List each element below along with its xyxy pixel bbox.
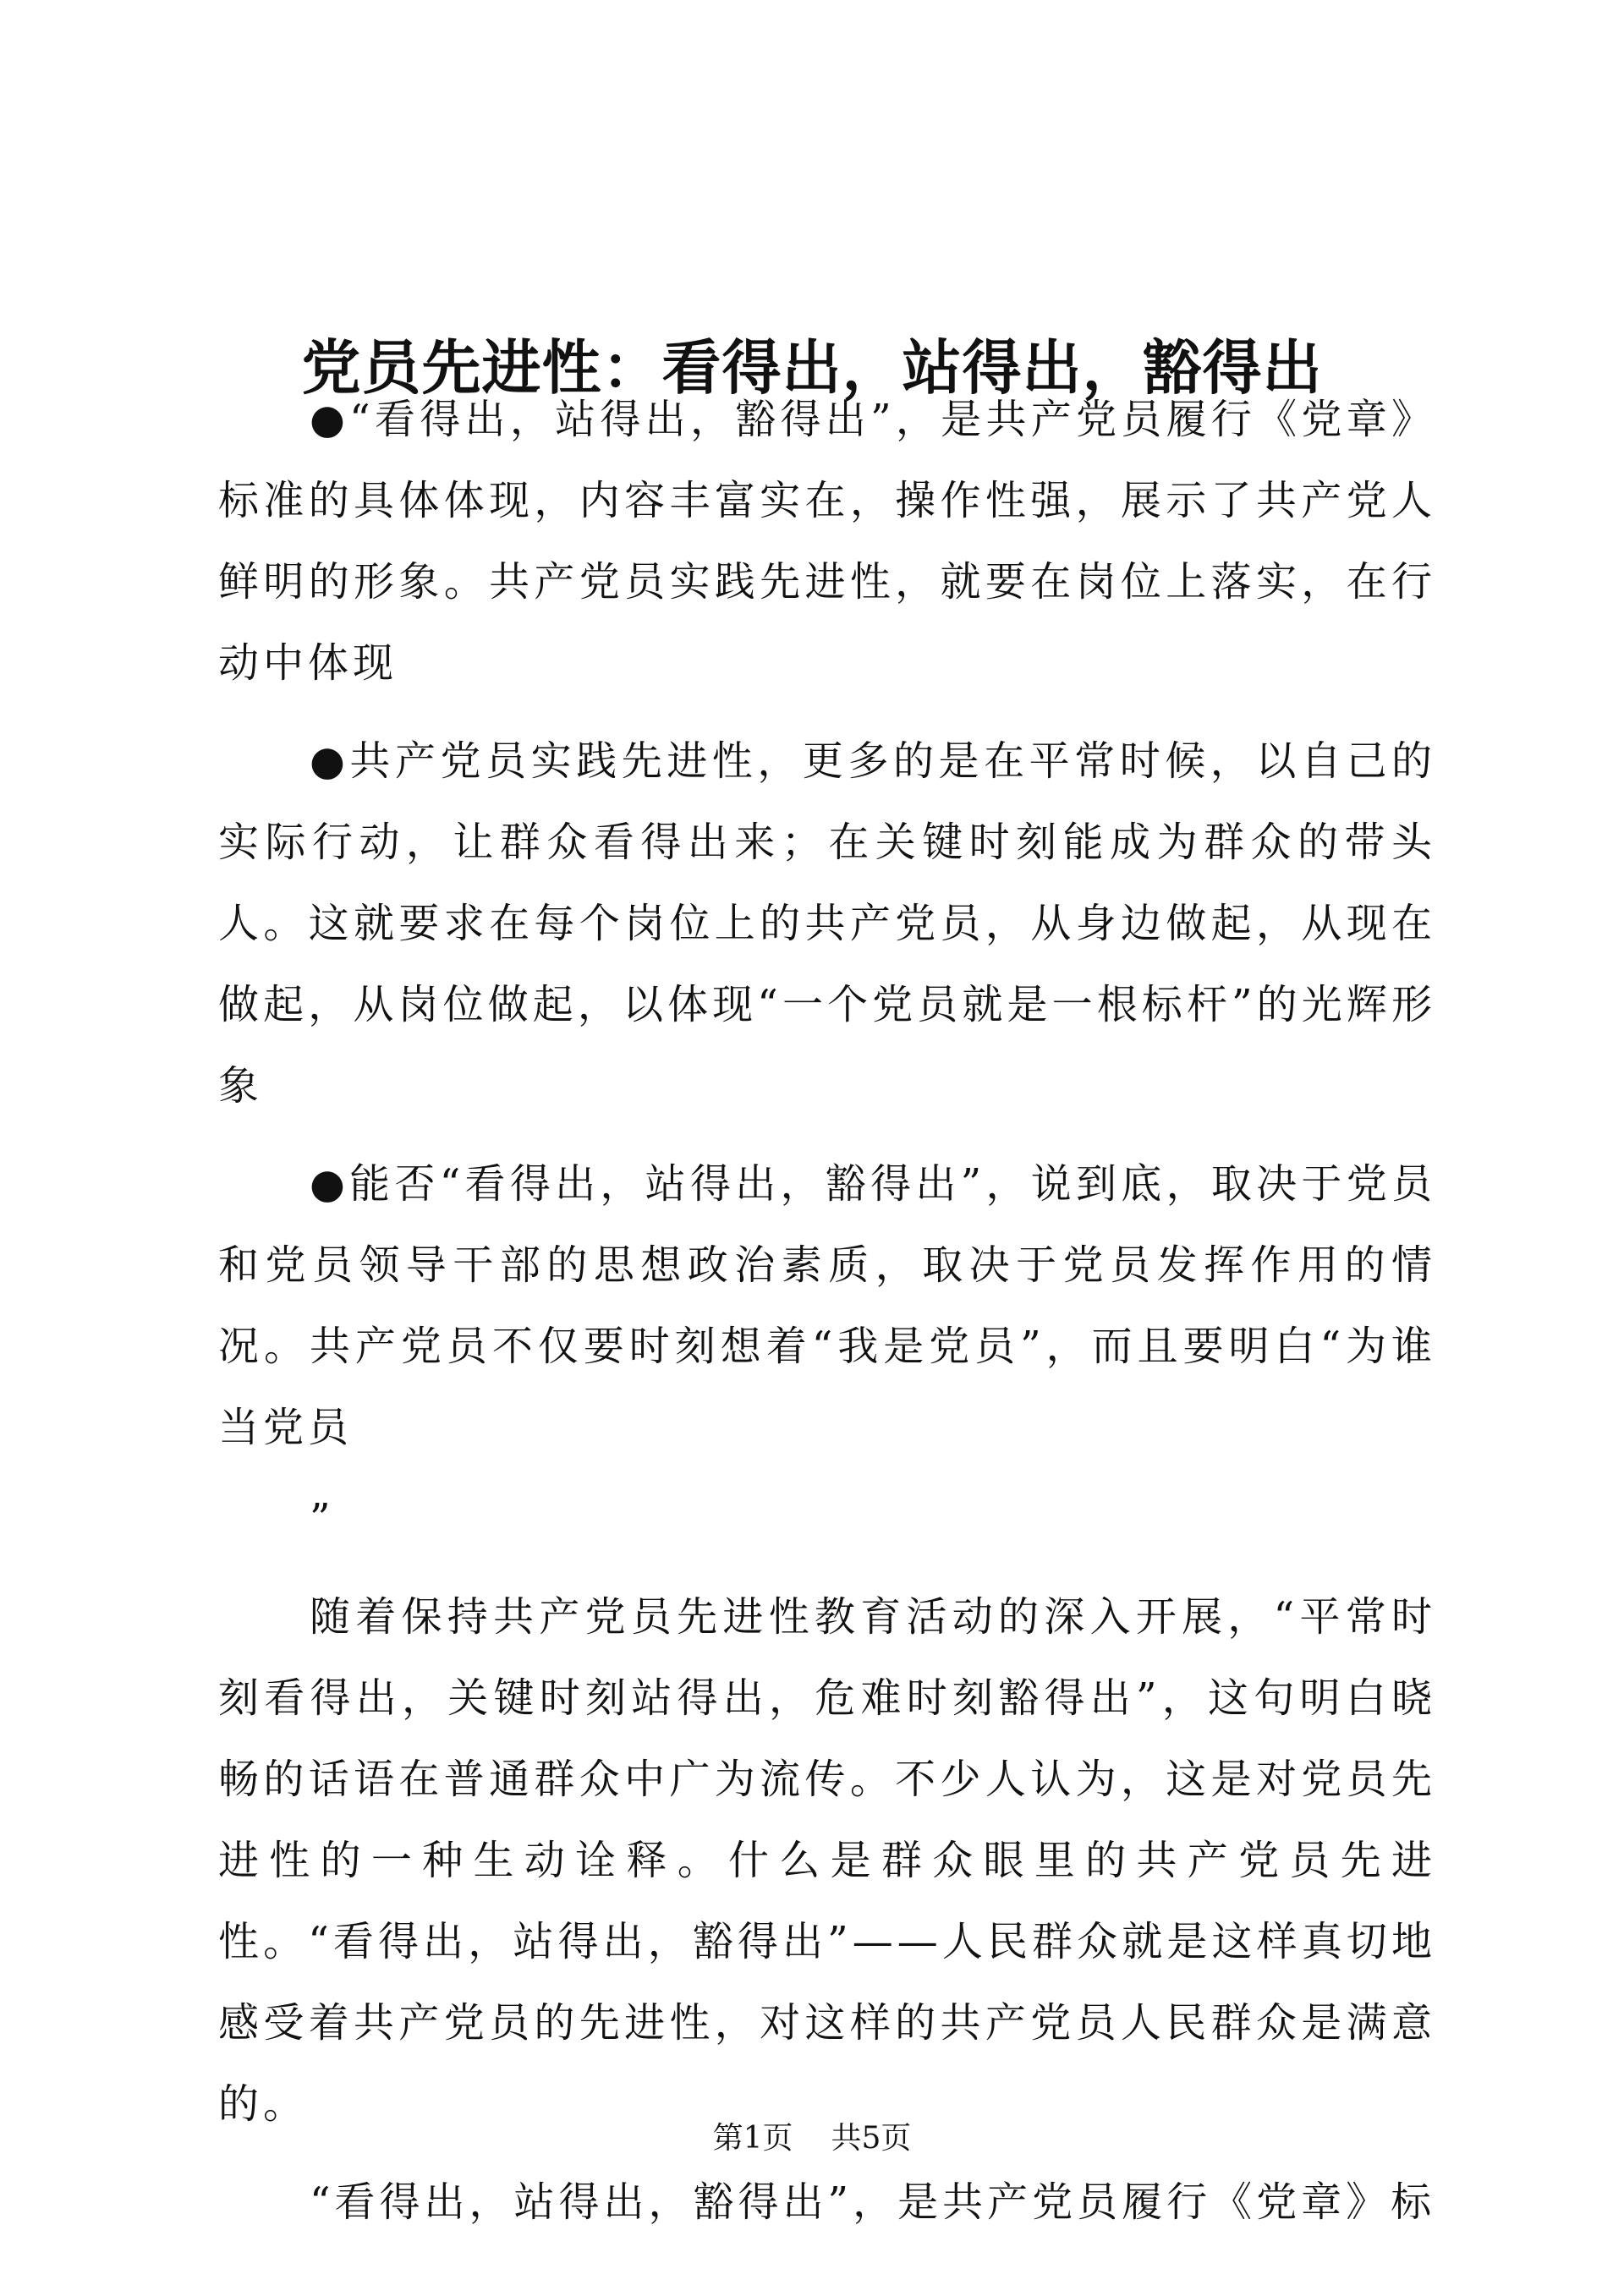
paragraph-4: 随着保持共产党员先进性教育活动的深入开展，“平常时刻看得出，关键时刻站得出，危难时刻豁得出”，这句明白晓畅的话语在普通群众中广为流传。不少人认为，这是对党员先进性的一种生动诠释。什么是群众眼里的共产党员先进性。“看得出，站得出，豁得出”——人民群众就是这样真切地感受着共产党员的先进性，对这样的共产党员人民群众是满意的。 <box>218 1593 1436 2128</box>
page-footer <box>0 2118 1624 2160</box>
paragraph-2: ●共产党员实践先进性，更多的是在平常时候，以自己的实际行动，让群众看得出来；在关键时刻能成为群众的带头人。这就要求在每个岗位上的共产党员，从身边做起，从现在做起，从岗位做起，以体现“一个党员就是一根标杆”的光辉形象 <box>218 737 1436 1110</box>
document-body <box>218 379 1436 2243</box>
page-total: 共5页 <box>831 2121 912 2156</box>
paragraph-5: “看得出，站得出，豁得出”，是共产党员履行《党章》标 <box>310 2178 1436 2226</box>
paragraph-3: ●能否“看得出，站得出，豁得出”，说到底，取决于党员和党员领导干部的思想政治素质，取决于党员发挥作用的情况。共产党员不仅要时刻想着“我是党员”，而且要明白“为谁当党员 <box>218 1160 1436 1451</box>
document-title: 党员先进性：看得出，站得出，豁得出 <box>301 332 1323 403</box>
paragraph-1: ●“看得出，站得出，豁得出”，是共产党员履行《党章》标准的具体体现，内容丰富实在，操作性强，展示了共产党人鲜明的形象。共产党员实践先进性，就要在岗位上落实，在行动中体现 <box>218 396 1436 687</box>
page-number: 第1页 <box>712 2121 793 2156</box>
paragraph-closing-quote: ” <box>310 1495 335 1543</box>
